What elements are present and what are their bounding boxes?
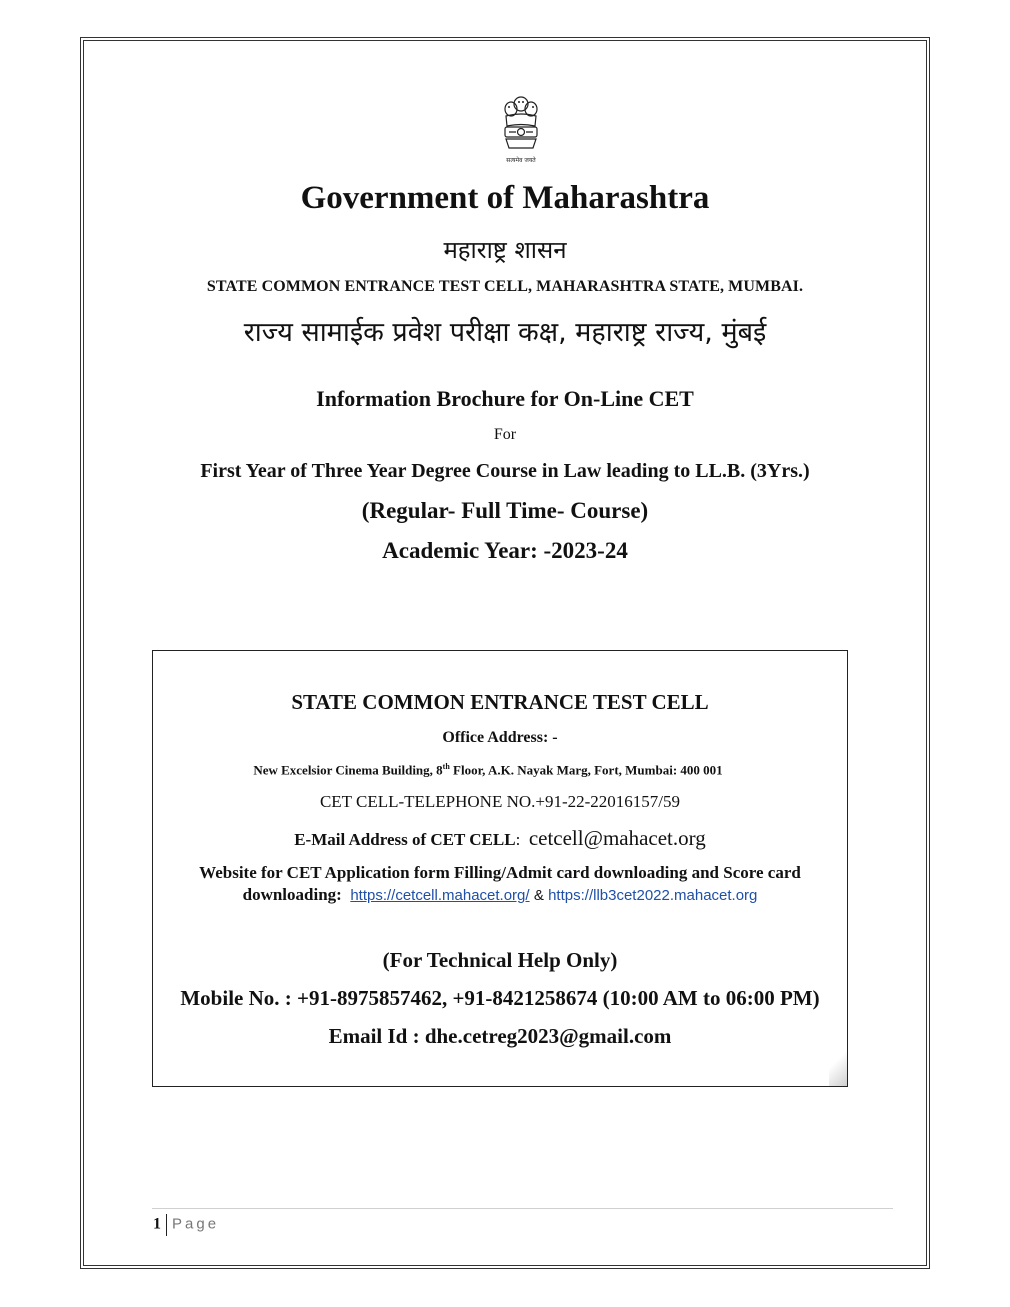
email-separator: :	[515, 830, 521, 849]
website-line	[153, 885, 847, 905]
email-label: E-Mail Address of CET CELL	[294, 830, 516, 849]
government-title-marathi: महाराष्ट्र शासन	[443, 236, 567, 264]
course-mode: (Regular- Full Time- Course)	[361, 498, 649, 523]
address-part-2: Floor, A.K. Nayak Marg, Fort, Mumbai: 400 001	[449, 762, 723, 778]
website-description: Website for CET Application form Filling/Admit card downloading and Score card	[199, 863, 801, 882]
emblem-motto: सत्यमेव जयते	[506, 157, 536, 164]
office-address-label: Office Address: -	[442, 729, 558, 746]
page-footer	[153, 1214, 219, 1236]
page-label: Page	[172, 1215, 220, 1233]
office-address	[141, 762, 835, 778]
help-email: Email Id : dhe.cetreg2023@gmail.com	[328, 1024, 672, 1048]
website-link-llb3cet[interactable]: https://llb3cet2022.mahacet.org	[548, 887, 758, 904]
address-superscript: th	[442, 762, 450, 771]
course-name: First Year of Three Year Degree Course in Law leading to LL.B. (3Yrs.)	[200, 460, 810, 482]
academic-year: Academic Year: -2023-24	[382, 538, 628, 563]
website-link-cetcell[interactable]: https://cetcell.mahacet.org/	[350, 887, 530, 904]
website-label: downloading:	[242, 885, 342, 904]
tech-help-heading: (For Technical Help Only)	[382, 948, 618, 972]
address-part-1: New Excelsior Cinema Building, 8	[253, 762, 443, 778]
contact-box	[152, 650, 848, 1087]
website-ampersand: &	[533, 887, 544, 904]
email-address[interactable]: cetcell@mahacet.org	[528, 826, 706, 850]
contact-title: STATE COMMON ENTRANCE TEST CELL	[291, 690, 709, 714]
brochure-title: Information Brochure for On-Line CET	[316, 386, 694, 411]
telephone: CET CELL-TELEPHONE NO.+91-22-22016157/59	[319, 792, 681, 811]
page-number: 1	[153, 1215, 161, 1233]
footer-separator	[166, 1214, 167, 1236]
state-emblem-icon	[497, 92, 545, 168]
cell-name: STATE COMMON ENTRANCE TEST CELL, MAHARASHTRA STATE, MUMBAI.	[206, 278, 804, 295]
cell-name-marathi: राज्य सामाईक प्रवेश परीक्षा कक्ष, महाराष्ट्र राज्य, मुंबई	[243, 317, 767, 348]
mobile-numbers: Mobile No. : +91-8975857462, +91-8421258674 (10:00 AM to 06:00 PM)	[180, 986, 820, 1010]
box-shadow-corner	[829, 1044, 847, 1086]
footer-divider	[152, 1208, 893, 1209]
government-title: Government of Maharashtra	[300, 180, 710, 216]
brochure-for: For	[493, 426, 517, 443]
email-line	[153, 826, 847, 851]
